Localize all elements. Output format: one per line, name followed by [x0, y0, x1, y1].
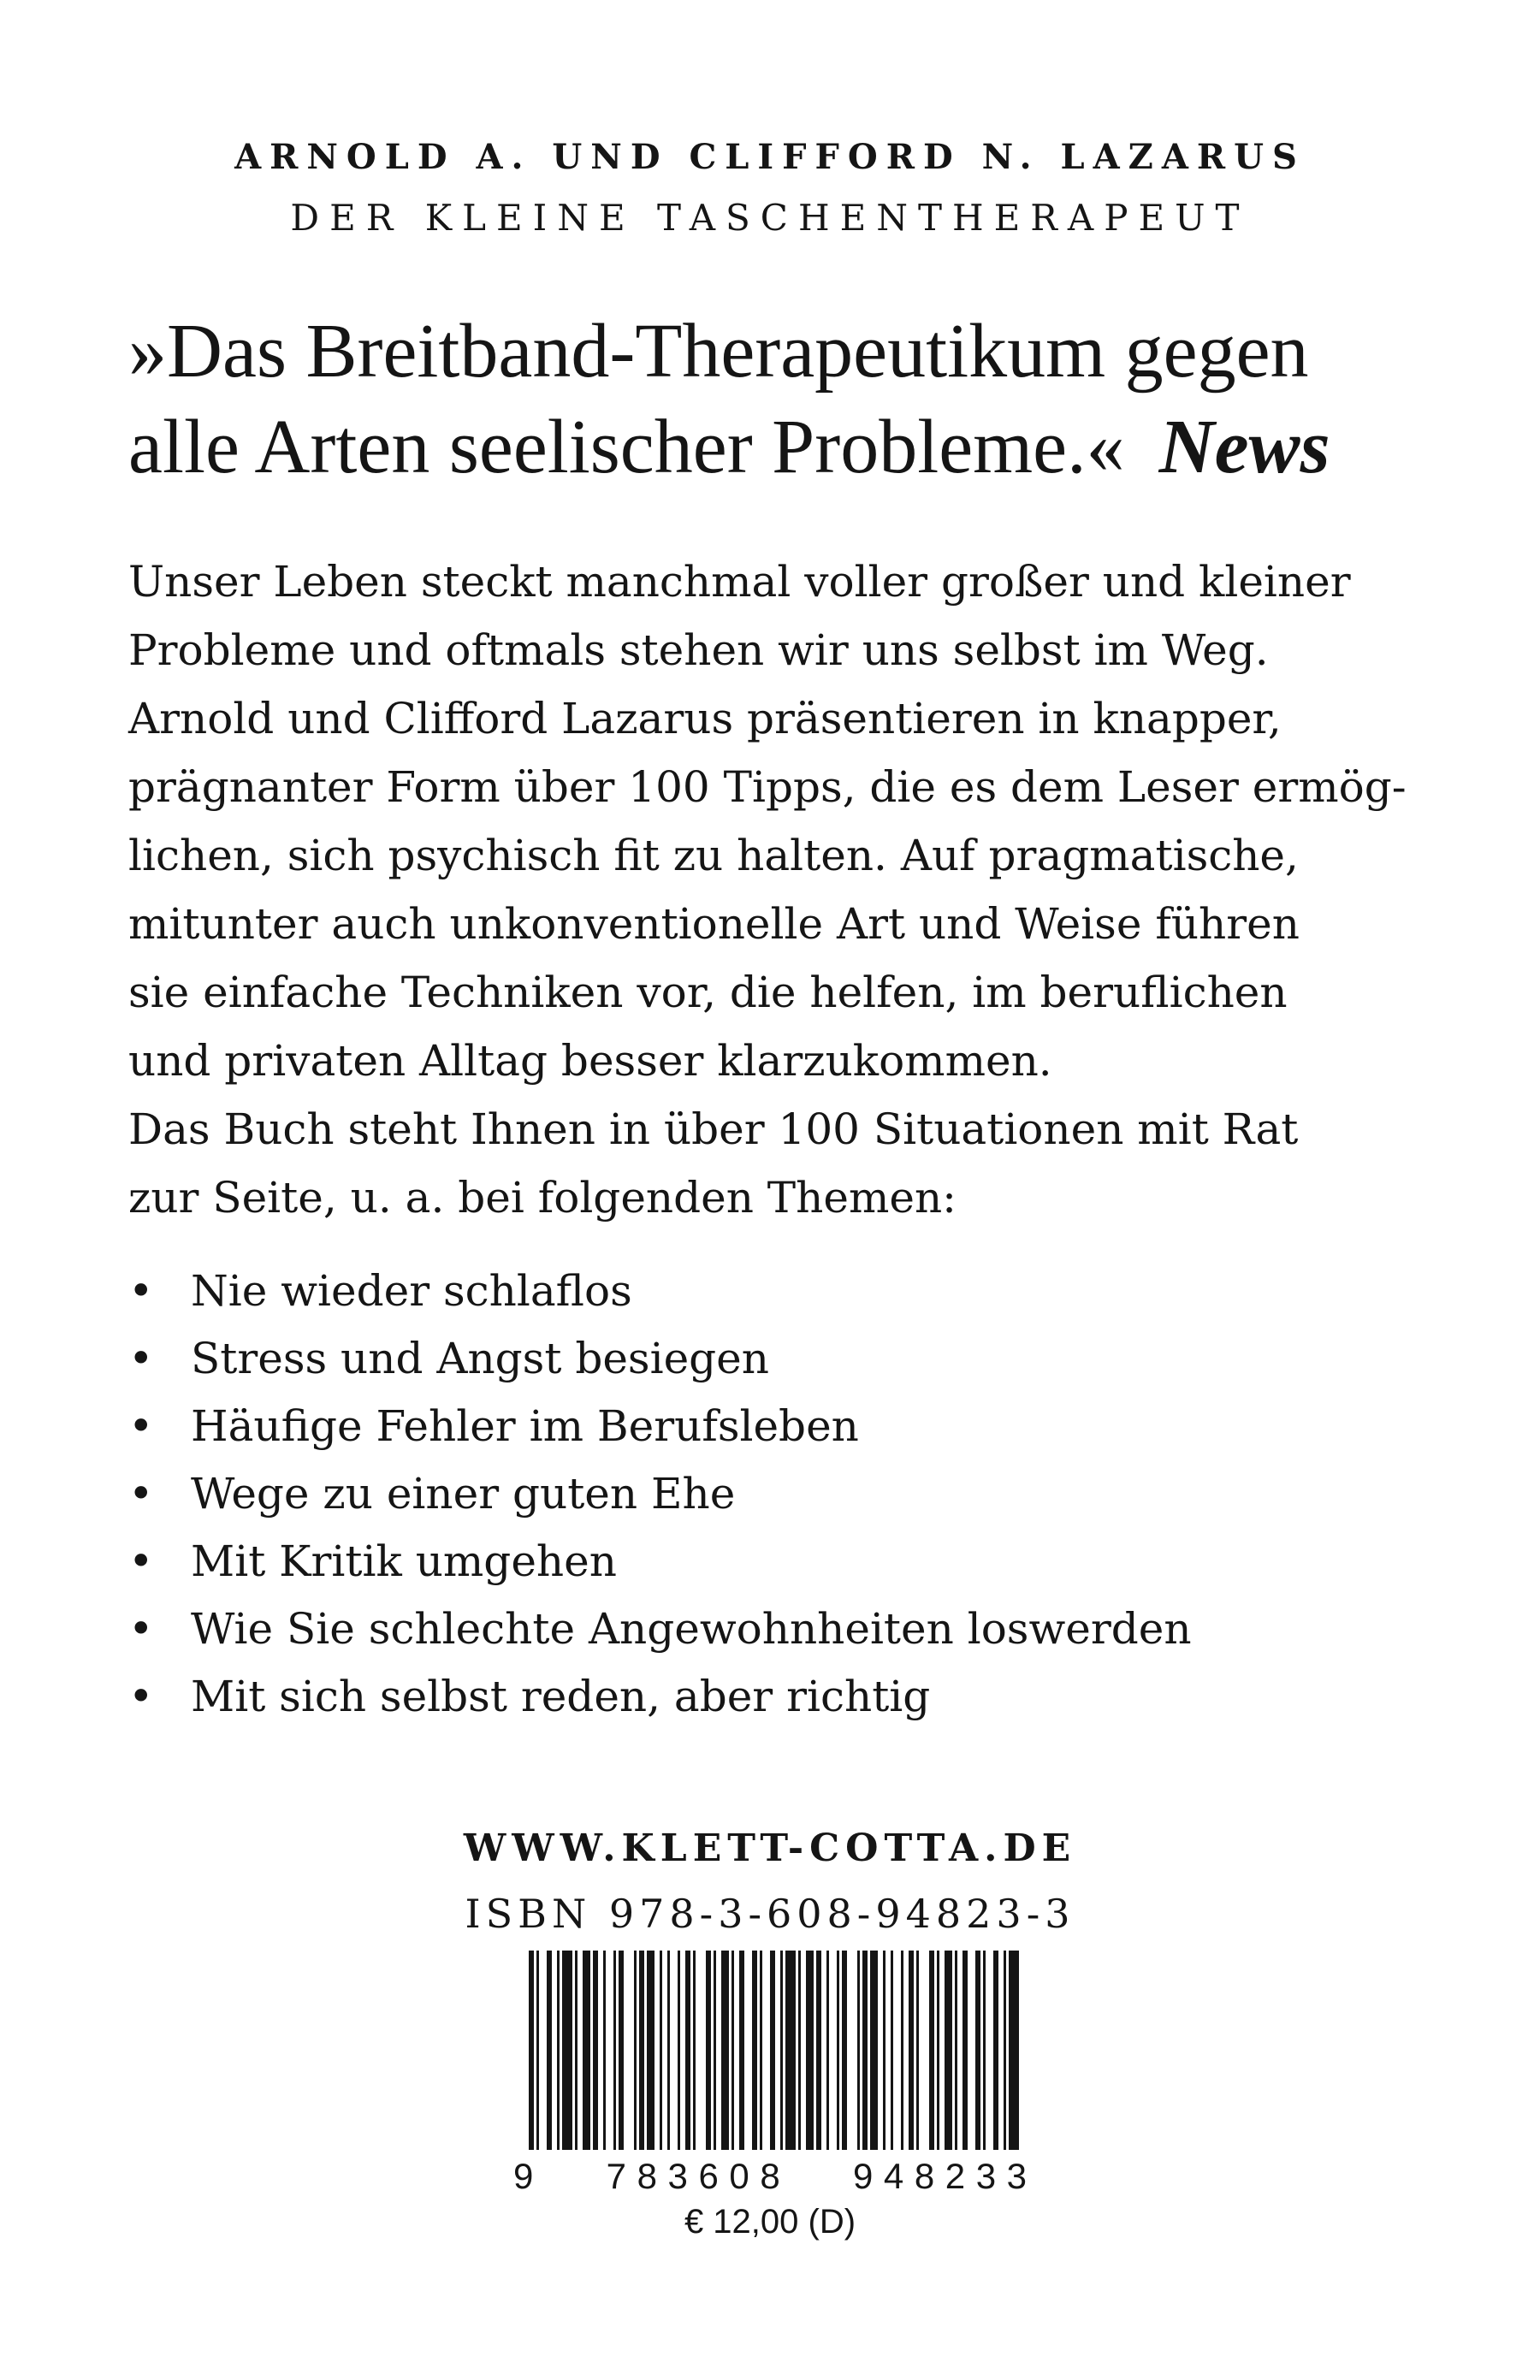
list-item [128, 1460, 1192, 1528]
topic-label: Mit sich selbst reden, aber richtig [191, 1672, 931, 1721]
topic-list [128, 1258, 1192, 1731]
description-line: Das Buch steht Ihnen in über 100 Situationen mit Rat [128, 1104, 1299, 1154]
quote-source: News [1158, 405, 1330, 489]
bullet-icon: • [128, 1469, 154, 1519]
bullet-icon: • [128, 1334, 154, 1383]
description-line: Arnold und Clifford Lazarus präsentieren in knapper, [128, 694, 1282, 743]
bullet-icon: • [128, 1536, 154, 1586]
list-item [128, 1596, 1192, 1663]
list-item [128, 1258, 1192, 1325]
publisher-url[interactable]: WWW.KLETT-COTTA.DE [463, 1826, 1077, 1870]
isbn-number: ISBN 978-3-608-94823-3 [465, 1891, 1075, 1937]
list-item [128, 1528, 1192, 1596]
barcode-digits: 9 783608 948233 [513, 2156, 1027, 2196]
topic-label: Mit Kritik umgehen [191, 1536, 617, 1586]
bullet-icon: • [128, 1401, 154, 1451]
description-line: prägnanter Form über 100 Tipps, die es dem Leser ermög- [128, 762, 1407, 812]
list-item [128, 1325, 1192, 1393]
barcode-image [512, 1951, 1028, 2199]
topic-label: Häufige Fehler im Berufsleben [191, 1401, 859, 1451]
list-item [128, 1393, 1192, 1460]
author-names: ARNOLD A. UND CLIFFORD N. LAZARUS [234, 137, 1306, 177]
book-description [128, 548, 1446, 1232]
topic-label: Wege zu einer guten Ehe [191, 1469, 736, 1519]
description-line: lichen, sich psychisch fit zu halten. Auf pragmatische, [128, 831, 1299, 880]
description-line: und privaten Alltag besser klarzukommen. [128, 1036, 1052, 1086]
price-label: € 12,00 (D) [684, 2203, 856, 2241]
bullet-icon: • [128, 1604, 154, 1654]
description-line: mitunter auch unkonventionelle Art und Weise führen [128, 899, 1300, 949]
list-item [128, 1663, 1192, 1731]
quote-text: »Das Breitband-Therapeutikum gegen alle Arten seelischer Probleme.« [128, 309, 1309, 489]
book-title: DER KLEINE TASCHENTHERAPEUT [290, 197, 1250, 239]
description-line: zur Seite, u. a. bei folgenden Themen: [128, 1173, 957, 1223]
bullet-icon: • [128, 1672, 154, 1721]
description-line: sie einfache Techniken vor, die helfen, im beruflichen [128, 968, 1288, 1017]
description-line: Unser Leben steckt manchmal voller großer und kleiner [128, 557, 1351, 607]
description-line: Probleme und oftmals stehen wir uns selbst im Weg. [128, 625, 1269, 675]
topic-label: Stress und Angst besiegen [191, 1334, 769, 1383]
topic-label: Wie Sie schlechte Angewohnheiten loswerden [191, 1604, 1192, 1654]
bullet-icon: • [128, 1266, 154, 1316]
press-quote [128, 304, 1429, 495]
topic-label: Nie wieder schlaflos [191, 1266, 632, 1316]
